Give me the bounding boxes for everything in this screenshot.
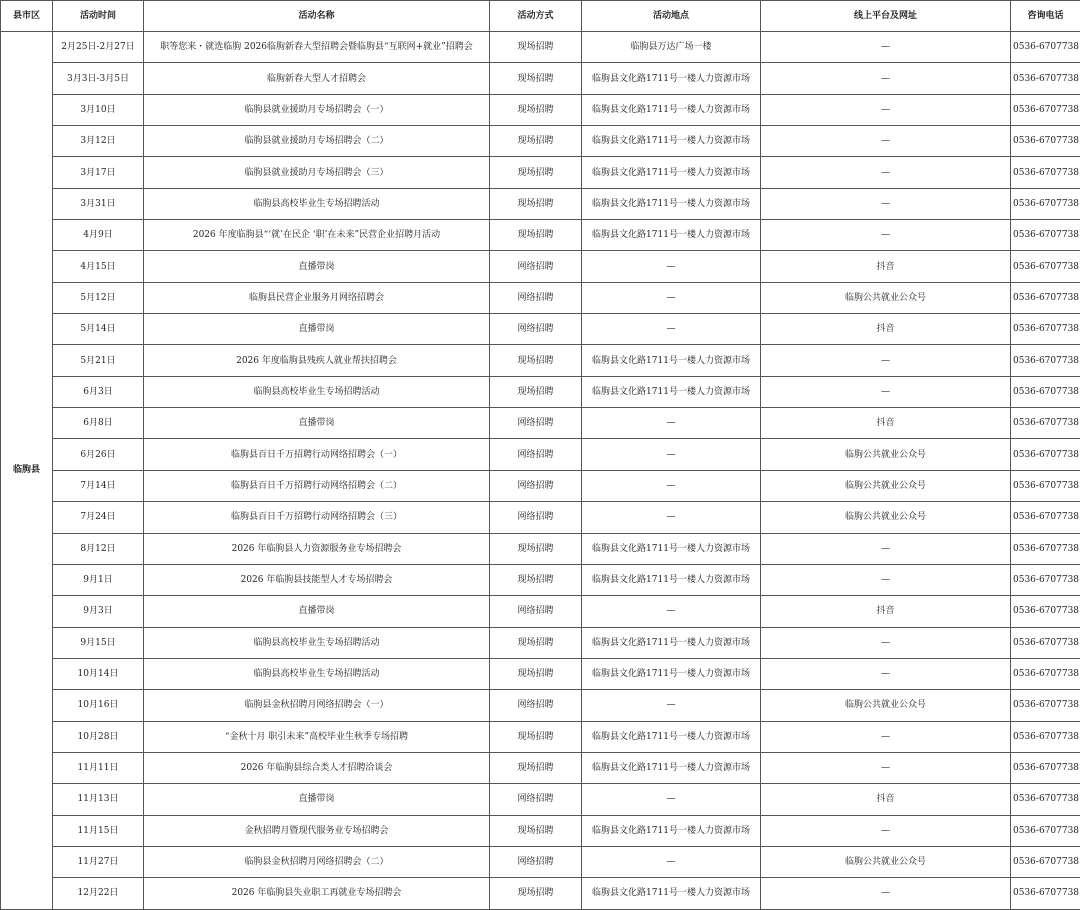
- cell-phone: 0536-6707738: [1011, 533, 1080, 564]
- cell-name: 临朐县高校毕业生专场招聘活动: [144, 627, 490, 658]
- cell-name: “金秋十月 职引未来”高校毕业生秋季专场招聘: [144, 721, 490, 752]
- cell-platform: 临朐公共就业公众号: [761, 502, 1011, 533]
- cell-platform: —: [761, 188, 1011, 219]
- table-row: [1, 32, 1080, 63]
- cell-phone: 0536-6707738: [1011, 878, 1080, 909]
- cell-location: 临朐县文化路1711号一楼人力资源市场: [582, 157, 761, 188]
- cell-location: 临朐县文化路1711号一楼人力资源市场: [582, 658, 761, 689]
- table-row: [1, 596, 1080, 627]
- cell-mode: 网络招聘: [490, 690, 582, 721]
- cell-name: 2026 年度临朐县残疾人就业帮扶招聘会: [144, 345, 490, 376]
- cell-location: 临朐县文化路1711号一楼人力资源市场: [582, 220, 761, 251]
- cell-time: 11月15日: [53, 815, 144, 846]
- cell-location: 临朐县万达广场一楼: [582, 32, 761, 63]
- cell-time: 10月16日: [53, 690, 144, 721]
- cell-time: 11月13日: [53, 784, 144, 815]
- cell-phone: 0536-6707738: [1011, 408, 1080, 439]
- cell-phone: 0536-6707738: [1011, 63, 1080, 94]
- header-county: 县市区: [1, 1, 53, 32]
- cell-phone: 0536-6707738: [1011, 251, 1080, 282]
- cell-time: 4月15日: [53, 251, 144, 282]
- cell-phone: 0536-6707738: [1011, 470, 1080, 501]
- table-row: [1, 251, 1080, 282]
- cell-location: 临朐县文化路1711号一楼人力资源市场: [582, 878, 761, 909]
- table-row: [1, 63, 1080, 94]
- cell-location: —: [582, 251, 761, 282]
- cell-platform: —: [761, 376, 1011, 407]
- cell-phone: 0536-6707738: [1011, 752, 1080, 783]
- cell-name: 2026 年临朐县失业职工再就业专场招聘会: [144, 878, 490, 909]
- cell-phone: 0536-6707738: [1011, 314, 1080, 345]
- cell-phone: 0536-6707738: [1011, 32, 1080, 63]
- cell-platform: 抖音: [761, 784, 1011, 815]
- cell-name: 临朐县高校毕业生专场招聘活动: [144, 376, 490, 407]
- cell-phone: 0536-6707738: [1011, 596, 1080, 627]
- cell-mode: 现场招聘: [490, 752, 582, 783]
- cell-location: 临朐县文化路1711号一楼人力资源市场: [582, 752, 761, 783]
- cell-location: 临朐县文化路1711号一楼人力资源市场: [582, 627, 761, 658]
- cell-time: 8月12日: [53, 533, 144, 564]
- cell-time: 12月22日: [53, 878, 144, 909]
- cell-location: —: [582, 282, 761, 313]
- cell-location: 临朐县文化路1711号一楼人力资源市场: [582, 721, 761, 752]
- table-row: [1, 878, 1080, 909]
- table-row: [1, 376, 1080, 407]
- cell-name: 临朐县金秋招聘月网络招聘会（二）: [144, 846, 490, 877]
- cell-platform: 临朐公共就业公众号: [761, 470, 1011, 501]
- cell-time: 4月9日: [53, 220, 144, 251]
- cell-platform: —: [761, 721, 1011, 752]
- cell-mode: 网络招聘: [490, 470, 582, 501]
- cell-location: 临朐县文化路1711号一楼人力资源市场: [582, 188, 761, 219]
- cell-name: 职等您来・就选临朐 2026临朐新春大型招聘会暨临朐县“互联网+就业”招聘会: [144, 32, 490, 63]
- table-row: [1, 627, 1080, 658]
- table-row: [1, 470, 1080, 501]
- cell-platform: —: [761, 345, 1011, 376]
- table-body: [1, 32, 1080, 910]
- cell-name: 直播带岗: [144, 314, 490, 345]
- table-row: [1, 752, 1080, 783]
- cell-platform: —: [761, 157, 1011, 188]
- cell-location: 临朐县文化路1711号一楼人力资源市场: [582, 533, 761, 564]
- cell-platform: 抖音: [761, 408, 1011, 439]
- header-phone: 咨询电话: [1011, 1, 1080, 32]
- cell-location: —: [582, 470, 761, 501]
- cell-mode: 现场招聘: [490, 63, 582, 94]
- cell-name: 临朐县百日千万招聘行动网络招聘会（二）: [144, 470, 490, 501]
- header-time: 活动时间: [53, 1, 144, 32]
- cell-platform: —: [761, 564, 1011, 595]
- cell-mode: 现场招聘: [490, 220, 582, 251]
- cell-mode: 网络招聘: [490, 251, 582, 282]
- cell-phone: 0536-6707738: [1011, 815, 1080, 846]
- cell-platform: —: [761, 752, 1011, 783]
- cell-mode: 现场招聘: [490, 157, 582, 188]
- header-mode: 活动方式: [490, 1, 582, 32]
- cell-time: 9月15日: [53, 627, 144, 658]
- cell-mode: 现场招聘: [490, 94, 582, 125]
- cell-phone: 0536-6707738: [1011, 502, 1080, 533]
- table-row: [1, 408, 1080, 439]
- cell-phone: 0536-6707738: [1011, 126, 1080, 157]
- cell-name: 2026 年临朐县综合类人才招聘洽谈会: [144, 752, 490, 783]
- cell-platform: 抖音: [761, 251, 1011, 282]
- cell-name: 直播带岗: [144, 251, 490, 282]
- cell-phone: 0536-6707738: [1011, 94, 1080, 125]
- cell-name: 2026 年度临朐县“‘就’在民企 ‘职’在未来”民营企业招聘月活动: [144, 220, 490, 251]
- cell-mode: 现场招聘: [490, 533, 582, 564]
- table-row: [1, 533, 1080, 564]
- cell-name: 直播带岗: [144, 596, 490, 627]
- cell-location: 临朐县文化路1711号一楼人力资源市场: [582, 63, 761, 94]
- cell-phone: 0536-6707738: [1011, 721, 1080, 752]
- table-row: [1, 220, 1080, 251]
- cell-platform: —: [761, 63, 1011, 94]
- table-row: [1, 658, 1080, 689]
- cell-time: 6月26日: [53, 439, 144, 470]
- cell-time: 7月24日: [53, 502, 144, 533]
- cell-mode: 现场招聘: [490, 564, 582, 595]
- cell-phone: 0536-6707738: [1011, 439, 1080, 470]
- cell-time: 3月12日: [53, 126, 144, 157]
- cell-phone: 0536-6707738: [1011, 658, 1080, 689]
- cell-mode: 现场招聘: [490, 126, 582, 157]
- cell-platform: 抖音: [761, 596, 1011, 627]
- cell-time: 6月3日: [53, 376, 144, 407]
- cell-name: 2026 年临朐县人力资源服务业专场招聘会: [144, 533, 490, 564]
- cell-mode: 现场招聘: [490, 878, 582, 909]
- cell-time: 9月1日: [53, 564, 144, 595]
- cell-location: —: [582, 784, 761, 815]
- cell-mode: 现场招聘: [490, 188, 582, 219]
- table-row: [1, 126, 1080, 157]
- cell-mode: 现场招聘: [490, 627, 582, 658]
- cell-time: 10月28日: [53, 721, 144, 752]
- cell-phone: 0536-6707738: [1011, 784, 1080, 815]
- cell-time: 2月25日-2月27日: [53, 32, 144, 63]
- cell-name: 2026 年临朐县技能型人才专场招聘会: [144, 564, 490, 595]
- cell-mode: 现场招聘: [490, 32, 582, 63]
- cell-name: 临朐县金秋招聘月网络招聘会（一）: [144, 690, 490, 721]
- cell-phone: 0536-6707738: [1011, 627, 1080, 658]
- cell-location: —: [582, 439, 761, 470]
- header-location: 活动地点: [582, 1, 761, 32]
- cell-time: 11月27日: [53, 846, 144, 877]
- cell-phone: 0536-6707738: [1011, 220, 1080, 251]
- cell-location: —: [582, 596, 761, 627]
- table-row: [1, 846, 1080, 877]
- cell-location: —: [582, 314, 761, 345]
- cell-platform: —: [761, 533, 1011, 564]
- cell-platform: —: [761, 32, 1011, 63]
- table-row: [1, 188, 1080, 219]
- cell-mode: 网络招聘: [490, 408, 582, 439]
- cell-platform: —: [761, 658, 1011, 689]
- cell-county: 临朐县: [1, 32, 53, 910]
- cell-phone: 0536-6707738: [1011, 157, 1080, 188]
- cell-mode: 网络招聘: [490, 282, 582, 313]
- cell-time: 7月14日: [53, 470, 144, 501]
- cell-time: 3月17日: [53, 157, 144, 188]
- cell-name: 临朐县百日千万招聘行动网络招聘会（一）: [144, 439, 490, 470]
- cell-location: —: [582, 408, 761, 439]
- cell-name: 直播带岗: [144, 784, 490, 815]
- cell-phone: 0536-6707738: [1011, 188, 1080, 219]
- cell-name: 金秋招聘月暨现代服务业专场招聘会: [144, 815, 490, 846]
- cell-mode: 网络招聘: [490, 439, 582, 470]
- cell-platform: 临朐公共就业公众号: [761, 846, 1011, 877]
- header-name: 活动名称: [144, 1, 490, 32]
- cell-location: 临朐县文化路1711号一楼人力资源市场: [582, 376, 761, 407]
- table-row: [1, 721, 1080, 752]
- cell-mode: 网络招聘: [490, 784, 582, 815]
- cell-mode: 网络招聘: [490, 846, 582, 877]
- cell-name: 临朐县就业援助月专场招聘会（三）: [144, 157, 490, 188]
- table-row: [1, 815, 1080, 846]
- table-row: [1, 157, 1080, 188]
- cell-name: 临朐县就业援助月专场招聘会（二）: [144, 126, 490, 157]
- cell-name: 临朐县就业援助月专场招聘会（一）: [144, 94, 490, 125]
- cell-name: 临朐县高校毕业生专场招聘活动: [144, 658, 490, 689]
- cell-phone: 0536-6707738: [1011, 345, 1080, 376]
- cell-location: —: [582, 690, 761, 721]
- table-row: [1, 439, 1080, 470]
- cell-time: 11月11日: [53, 752, 144, 783]
- table-row: [1, 690, 1080, 721]
- cell-phone: 0536-6707738: [1011, 376, 1080, 407]
- cell-name: 直播带岗: [144, 408, 490, 439]
- cell-mode: 现场招聘: [490, 815, 582, 846]
- cell-location: 临朐县文化路1711号一楼人力资源市场: [582, 126, 761, 157]
- table-row: [1, 345, 1080, 376]
- cell-platform: —: [761, 126, 1011, 157]
- table-row: [1, 784, 1080, 815]
- cell-mode: 网络招聘: [490, 314, 582, 345]
- cell-name: 临朐县民营企业服务月网络招聘会: [144, 282, 490, 313]
- cell-time: 6月8日: [53, 408, 144, 439]
- cell-location: —: [582, 846, 761, 877]
- cell-time: 3月10日: [53, 94, 144, 125]
- cell-location: 临朐县文化路1711号一楼人力资源市场: [582, 94, 761, 125]
- cell-time: 5月21日: [53, 345, 144, 376]
- cell-mode: 网络招聘: [490, 502, 582, 533]
- cell-time: 10月14日: [53, 658, 144, 689]
- cell-platform: —: [761, 220, 1011, 251]
- cell-phone: 0536-6707738: [1011, 282, 1080, 313]
- cell-time: 9月3日: [53, 596, 144, 627]
- cell-name: 临朐县高校毕业生专场招聘活动: [144, 188, 490, 219]
- cell-mode: 网络招聘: [490, 596, 582, 627]
- cell-location: 临朐县文化路1711号一楼人力资源市场: [582, 345, 761, 376]
- cell-phone: 0536-6707738: [1011, 564, 1080, 595]
- cell-name: 临朐县百日千万招聘行动网络招聘会（三）: [144, 502, 490, 533]
- cell-time: 3月3日-3月5日: [53, 63, 144, 94]
- cell-location: 临朐县文化路1711号一楼人力资源市场: [582, 564, 761, 595]
- table-row: [1, 314, 1080, 345]
- cell-platform: 临朐公共就业公众号: [761, 439, 1011, 470]
- cell-location: 临朐县文化路1711号一楼人力资源市场: [582, 815, 761, 846]
- cell-time: 5月14日: [53, 314, 144, 345]
- cell-mode: 现场招聘: [490, 658, 582, 689]
- table-row: [1, 502, 1080, 533]
- header-platform: 线上平台及网址: [761, 1, 1011, 32]
- cell-mode: 现场招聘: [490, 721, 582, 752]
- cell-platform: 抖音: [761, 314, 1011, 345]
- table-row: [1, 564, 1080, 595]
- cell-mode: 现场招聘: [490, 345, 582, 376]
- cell-platform: 临朐公共就业公众号: [761, 690, 1011, 721]
- cell-location: —: [582, 502, 761, 533]
- cell-phone: 0536-6707738: [1011, 846, 1080, 877]
- cell-platform: —: [761, 94, 1011, 125]
- cell-time: 3月31日: [53, 188, 144, 219]
- cell-platform: 临朐公共就业公众号: [761, 282, 1011, 313]
- cell-time: 5月12日: [53, 282, 144, 313]
- header-row: [1, 1, 1080, 32]
- table-row: [1, 94, 1080, 125]
- cell-platform: —: [761, 815, 1011, 846]
- cell-name: 临朐新春大型人才招聘会: [144, 63, 490, 94]
- cell-mode: 现场招聘: [490, 376, 582, 407]
- table-row: [1, 282, 1080, 313]
- cell-platform: —: [761, 878, 1011, 909]
- cell-platform: —: [761, 627, 1011, 658]
- cell-phone: 0536-6707738: [1011, 690, 1080, 721]
